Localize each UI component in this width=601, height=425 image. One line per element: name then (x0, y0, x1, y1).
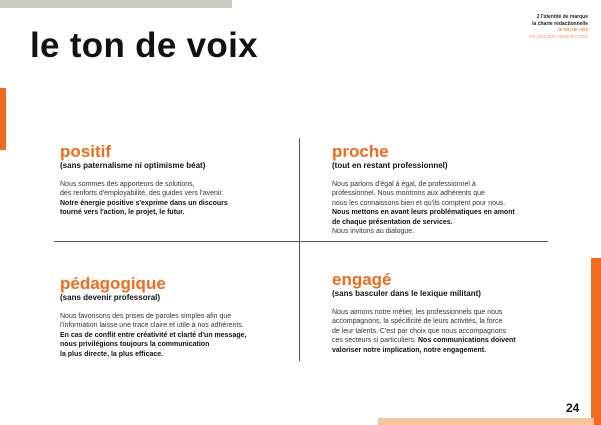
breadcrumb-chapter[interactable]: 2 l'identité de marque (536, 14, 588, 20)
section-subtitle: (tout en restant professionnel) (332, 161, 448, 170)
body-line-bold: la plus directe, la plus efficace. (60, 350, 164, 358)
section-heading: positif (60, 142, 111, 161)
section-subtitle: (sans basculer dans le lexique militant) (332, 289, 481, 298)
body-line: professionnel. Nous montrons aux adhérents que (332, 190, 485, 198)
right-accent-bar (591, 258, 601, 425)
body-line: Nous invitons au dialogue. (332, 228, 415, 236)
body-line-bold: nous privilégions toujours la communication (60, 341, 210, 349)
section-proche (332, 143, 564, 236)
section-engage (332, 271, 564, 355)
page-title: le ton de voix (30, 26, 258, 65)
arrow-right-icon: → (553, 27, 559, 33)
section-positif (60, 143, 292, 218)
section-subtitle: (sans devenir professoral) (60, 293, 161, 302)
breadcrumb-current-label: le ton de voix (558, 27, 588, 33)
body-line: des renforts d'employabilité, des guides vers l'avenir. (60, 190, 224, 198)
body-line: Nous parlons d'égal à égal, de professionnel à (332, 181, 476, 188)
section-heading: pédagogique (60, 274, 166, 293)
breadcrumb-section[interactable]: la charte rédactionnelle (532, 20, 588, 27)
breadcrumb-next[interactable]: les principes rédactionnels (529, 33, 588, 40)
body-line: Nous favorisons des prises de paroles simples afin que (60, 313, 232, 320)
body-fragment-bold: Nos communications doivent (417, 337, 516, 345)
bottom-accent-bar (378, 418, 594, 425)
vertical-divider (299, 138, 300, 361)
section-heading: proche (332, 142, 389, 161)
body-line-bold: Nous mettons en avant leurs problématiques en amont (332, 209, 515, 217)
body-line-bold: En cas de conflit entre créativité et clarté d'un message, (60, 331, 247, 339)
body-line-bold: tourné vers l'action, le projet, le futur. (60, 209, 185, 217)
body-line-bold: valoriser notre implication, notre engagement. (332, 346, 487, 354)
horizontal-divider (54, 241, 548, 242)
section-body (60, 180, 292, 218)
body-line: Nous aimons notre métier, les professionnels que nous (332, 309, 503, 316)
section-heading: engagé (332, 270, 392, 289)
section-subtitle: (sans paternalisme ni optimisme béat) (60, 161, 206, 170)
top-gray-bar (0, 0, 232, 8)
body-fragment: ces secteurs si particuliers. (332, 337, 418, 345)
body-line-bold: Notre énergie positive s'exprime dans un discours (60, 199, 228, 207)
left-accent-bar (0, 88, 6, 150)
breadcrumb (468, 14, 588, 40)
page-number: 24 (566, 401, 580, 415)
body-line-mixed (332, 336, 564, 345)
body-line-bold: de chaque présentation de services. (332, 218, 453, 226)
body-line: nous les connaissons bien et qu'ils comptent pour nous. (332, 199, 506, 207)
body-line: de leur talents. C'est par choix que nous accompagnons (332, 327, 507, 335)
section-body (332, 180, 564, 236)
body-line: accompagnons, la spécificité de leurs activités, la force (332, 318, 503, 326)
section-pedagogique (60, 275, 292, 359)
section-body (60, 312, 292, 359)
body-line: l'information laisse une trace claire et utile à nos adhérents. (60, 322, 244, 330)
body-line: Nous sommes des apporteurs de solutions, (60, 181, 195, 188)
section-body (332, 308, 564, 355)
